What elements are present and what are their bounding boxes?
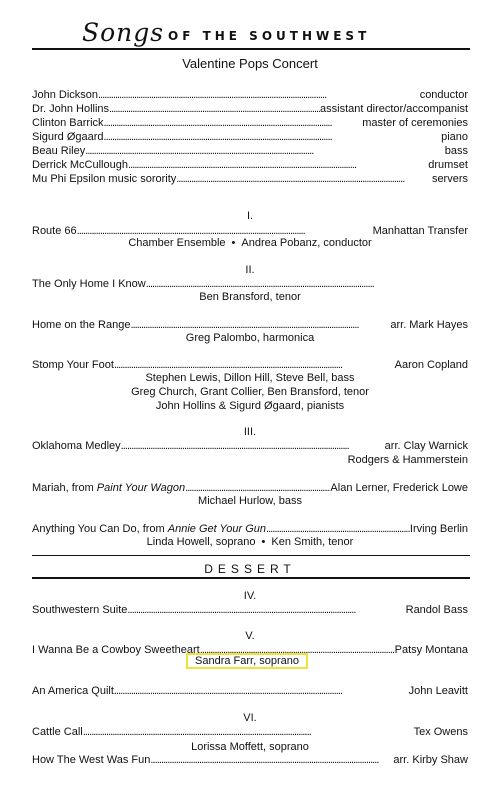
subtitle: Valentine Pops Concert <box>182 56 318 71</box>
program-item <box>32 277 468 291</box>
program-item <box>32 481 468 495</box>
piece-credit: Patsy Montana <box>394 644 468 656</box>
composer-line: Rodgers & Hammerstein <box>347 454 468 466</box>
personnel-name: Beau Riley <box>32 145 86 157</box>
header-rule <box>32 48 470 50</box>
program-item <box>32 725 468 739</box>
piece-credit: Aaron Copland <box>394 359 468 371</box>
piece-title: Mariah, from Paint Your Wagon <box>32 482 186 494</box>
bullet-icon: • <box>231 237 236 249</box>
personnel-row <box>32 130 468 144</box>
section-heading: V. <box>245 630 255 642</box>
performer-line <box>0 535 500 549</box>
highlighted-performer-box[interactable] <box>186 653 308 669</box>
personnel-row <box>32 172 468 186</box>
piece-title: An America Quilt <box>32 685 114 697</box>
section-heading: VI. <box>243 712 257 724</box>
personnel-name: Dr. John Hollins <box>32 103 110 115</box>
piece-title: Home on the Range <box>32 319 131 331</box>
caps-title: OF THE SOUTHWEST <box>168 29 371 43</box>
personnel-role: master of ceremonies <box>362 117 468 129</box>
performer: Chamber Ensemble <box>128 237 226 249</box>
personnel-role: assistant director/accompanist <box>320 103 468 115</box>
personnel-role: drumset <box>428 159 468 171</box>
personnel-row <box>32 144 468 158</box>
personnel-role: conductor <box>419 89 468 101</box>
piece-credit: Tex Owens <box>413 726 468 738</box>
piece-title: Cattle Call <box>32 726 83 738</box>
performer-line: Lorissa Moffett, soprano <box>191 741 309 753</box>
personnel-name: Derrick McCullough <box>32 159 128 171</box>
program-item <box>32 358 468 372</box>
program-item <box>32 439 468 453</box>
program-header <box>72 18 472 48</box>
piece-credit: arr. Mark Hayes <box>390 319 468 331</box>
program-item <box>32 603 468 617</box>
section-heading: III. <box>243 426 257 438</box>
personnel-row <box>32 102 468 116</box>
performer-line: Sandra Farr, soprano <box>195 655 299 667</box>
piece-title: The Only Home I Know <box>32 278 146 290</box>
section-heading: IV. <box>243 590 257 602</box>
program-item <box>32 522 468 536</box>
piece-credit: arr. Clay Warnick <box>384 440 468 452</box>
personnel-role: servers <box>431 173 468 185</box>
piece-credit: arr. Kirby Shaw <box>393 754 468 766</box>
piece-credit: Randol Bass <box>405 604 468 616</box>
piece-title: Route 66 <box>32 225 77 237</box>
performer: Andrea Pobanz, conductor <box>241 237 372 249</box>
personnel-name: Sigurd Øgaard <box>32 131 104 143</box>
performer-line: Greg Church, Grant Collier, Ben Bransford, tenor <box>131 386 369 398</box>
piece-title: How The West Was Fun <box>32 754 151 766</box>
piece-title: Oklahoma Medley <box>32 440 121 452</box>
program-item <box>32 684 468 698</box>
performer-line: Michael Hurlow, bass <box>198 495 302 507</box>
performer-line: John Hollins & Sigurd Øgaard, pianists <box>155 400 345 412</box>
personnel-name: Clinton Barrick <box>32 117 104 129</box>
personnel-row <box>32 158 468 172</box>
performer-line: Greg Palombo, harmonica <box>185 332 315 344</box>
piece-credit: Alan Lerner, Frederick Lowe <box>330 482 468 494</box>
piece-title: Stomp Your Foot <box>32 359 114 371</box>
piece-credit: Irving Berlin <box>409 523 468 535</box>
performer: Linda Howell, soprano <box>146 536 256 548</box>
personnel-role: bass <box>444 145 468 157</box>
section-heading: II. <box>245 264 255 276</box>
script-title: Songs <box>82 18 165 47</box>
personnel-name: Mu Phi Epsilon music sorority <box>32 173 177 185</box>
bullet-icon: • <box>261 536 266 548</box>
section-heading: I. <box>246 210 254 222</box>
program-item <box>32 318 468 332</box>
personnel-role: piano <box>441 131 468 143</box>
piece-credit: Manhattan Transfer <box>372 225 468 237</box>
piece-credit: John Leavitt <box>408 685 468 697</box>
performer-line <box>0 236 500 250</box>
performer: Ken Smith, tenor <box>271 536 354 548</box>
personnel-row <box>32 116 468 130</box>
dessert-rule-top <box>32 555 470 556</box>
piece-title: Anything You Can Do, from Annie Get Your Gun <box>32 523 267 535</box>
personnel-row <box>32 88 468 102</box>
piece-title: I Wanna Be a Cowboy Sweetheart <box>32 644 200 656</box>
dessert-heading: DESSERT <box>204 562 296 576</box>
piece-title: Southwestern Suite <box>32 604 128 616</box>
personnel-name: John Dickson <box>32 89 99 101</box>
dessert-rule-bottom <box>32 577 470 579</box>
performer-line: Ben Bransford, tenor <box>199 291 301 303</box>
program-item <box>32 753 468 767</box>
performer-line: Stephen Lewis, Dillon Hill, Steve Bell, bass <box>145 372 355 384</box>
